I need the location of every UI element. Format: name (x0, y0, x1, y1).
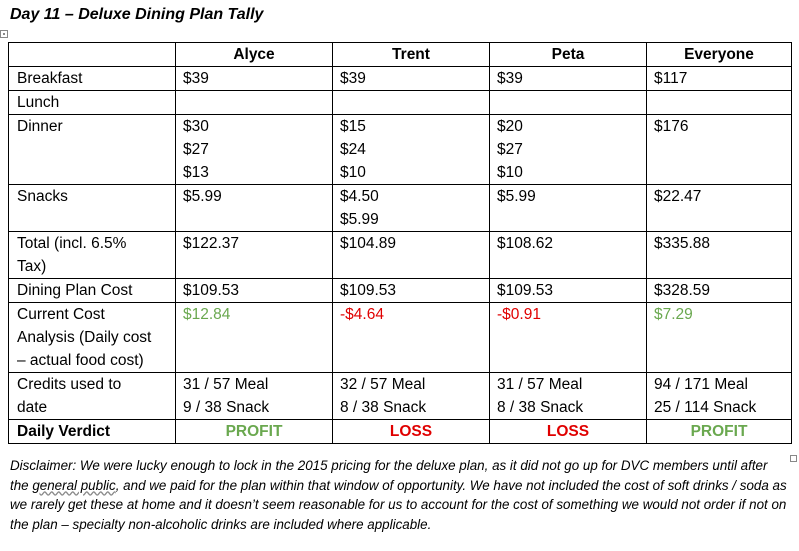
header-row (9, 43, 792, 67)
row-label: Daily Verdict (9, 420, 176, 444)
table-row-snacks (9, 185, 792, 232)
cell (176, 115, 333, 185)
page-title: Day 11 – Deluxe Dining Plan Tally (10, 6, 264, 23)
snack-credits: 8 / 38 Snack (497, 399, 584, 416)
row-label: Lunch (9, 91, 176, 115)
row-label-line: Credits used to (17, 376, 122, 393)
cell (647, 115, 792, 185)
cell (490, 373, 647, 420)
row-label: Breakfast (9, 67, 176, 91)
header-trent: Trent (333, 43, 490, 67)
cell-value: $122.37 (176, 232, 333, 279)
cell (333, 67, 490, 91)
cell-value: $108.62 (490, 232, 647, 279)
cell (333, 91, 490, 115)
cell (647, 373, 792, 420)
cell-value-negative: -$4.64 (333, 303, 490, 373)
cell-value: $104.89 (333, 232, 490, 279)
row-label: Dining Plan Cost (9, 279, 176, 303)
row-label-line: – actual food cost) (17, 352, 144, 369)
meal-credits: 31 / 57 Meal (497, 376, 583, 393)
cell-value: $39 (340, 70, 366, 87)
cell-value: $5.99 (497, 188, 536, 205)
cell (647, 67, 792, 91)
snack-credits: 25 / 114 Snack (654, 399, 757, 416)
table-row-verdict (9, 420, 792, 444)
header-corner (9, 43, 176, 67)
cell (647, 91, 792, 115)
cell (176, 91, 333, 115)
snack-credits: 9 / 38 Snack (183, 399, 270, 416)
cell-value: $109.53 (490, 279, 647, 303)
snack-credits: 8 / 38 Snack (340, 399, 427, 416)
cell (490, 67, 647, 91)
cell-value: $39 (497, 70, 523, 87)
verdict-profit: PROFIT (176, 420, 333, 444)
cell-value: $24 (340, 141, 366, 158)
table-row-lunch (9, 91, 792, 115)
table-row-analysis (9, 303, 792, 373)
cell (490, 91, 647, 115)
header-everyone: Everyone (647, 43, 792, 67)
table-row-breakfast (9, 67, 792, 91)
cell (176, 185, 333, 232)
row-label: Dinner (9, 115, 176, 185)
cell-value-positive: $12.84 (176, 303, 333, 373)
cell-value: $117 (654, 70, 688, 87)
cell-value: $27 (183, 141, 209, 158)
header-peta: Peta (490, 43, 647, 67)
cell-value: $13 (183, 164, 209, 181)
disclaimer-part: , and we paid for the plan within that window of opportunity. We have not included the cost of soft drinks / soda as we rarely get these at home and it doesn’t seem reasonable for us to account for the cost of something we would not order if not on the plan – specialty non-alcoholic drinks are included where applicable. (10, 477, 787, 532)
meal-credits: 31 / 57 Meal (183, 376, 269, 393)
row-label (9, 232, 176, 279)
row-label-line: date (17, 399, 48, 416)
table-resize-handle[interactable] (790, 455, 797, 462)
cell-value: $27 (497, 141, 523, 158)
row-label-line: Analysis (Daily cost (17, 329, 152, 346)
row-label-line: Tax) (17, 258, 47, 275)
cell (647, 185, 792, 232)
table-move-handle[interactable] (0, 30, 8, 38)
cell-value-negative: -$0.91 (490, 303, 647, 373)
verdict-loss: LOSS (490, 420, 647, 444)
header-alyce: Alyce (176, 43, 333, 67)
cell (490, 185, 647, 232)
cell (333, 115, 490, 185)
cell-value: $15 (340, 118, 366, 135)
table-row-dinner (9, 115, 792, 185)
cell-value: $328.59 (647, 279, 792, 303)
meal-credits: 94 / 171 Meal (654, 376, 748, 393)
cell-value-positive: $7.29 (647, 303, 792, 373)
cell-value: $10 (497, 164, 523, 181)
cell-value: $4.50 (340, 188, 379, 205)
cell (333, 373, 490, 420)
tally-table (8, 42, 792, 444)
cell-value: $335.88 (647, 232, 792, 279)
cell-value: $20 (497, 118, 523, 135)
row-label-line: Total (incl. 6.5% (17, 235, 127, 252)
verdict-profit: PROFIT (647, 420, 792, 444)
disclaimer-text (10, 456, 788, 534)
cell-value: $22.47 (654, 188, 702, 205)
spellcheck-flagged-phrase[interactable]: general public (32, 477, 116, 493)
cell-value: $5.99 (183, 188, 222, 205)
cell-value: $10 (340, 164, 366, 181)
cell (490, 115, 647, 185)
row-label-line: Current Cost (17, 306, 105, 323)
meal-credits: 32 / 57 Meal (340, 376, 426, 393)
cell (333, 185, 490, 232)
cell (176, 67, 333, 91)
cell (176, 373, 333, 420)
cell-value: $5.99 (340, 211, 379, 228)
table-row-credits (9, 373, 792, 420)
row-label (9, 373, 176, 420)
cell-value: $39 (183, 70, 209, 87)
table-row-plan-cost (9, 279, 792, 303)
cell-value: $30 (183, 118, 209, 135)
row-label: Snacks (9, 185, 176, 232)
table-row-total (9, 232, 792, 279)
cell-value: $109.53 (176, 279, 333, 303)
cell-value: $109.53 (333, 279, 490, 303)
cell-value: $176 (654, 118, 689, 135)
verdict-loss: LOSS (333, 420, 490, 444)
row-label (9, 303, 176, 373)
disclaimer-part: Disclaimer: We were lucky enough to lock in the 2015 pricing for the deluxe plan, as it did not go up for DVC members until after the (10, 458, 768, 493)
